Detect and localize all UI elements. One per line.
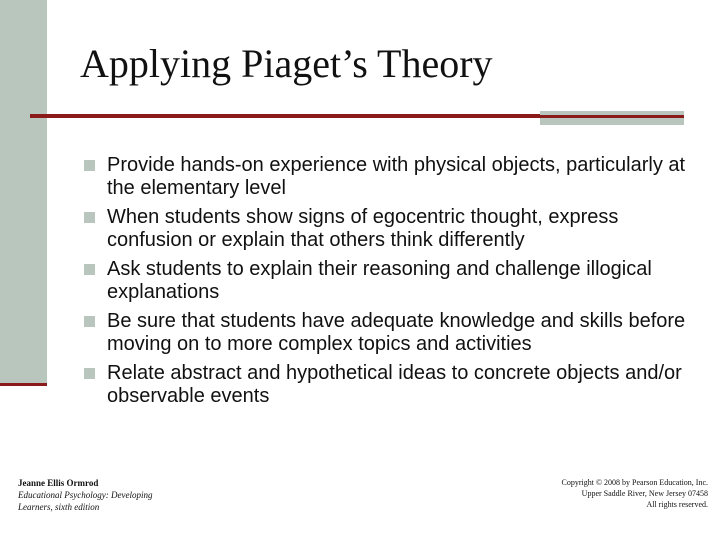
- bullet-text: Be sure that students have adequate knowledge and skills before moving on to more complex topics and activities: [107, 310, 686, 355]
- bullet-item: [84, 154, 694, 200]
- footer-book-edition: Learners, sixth edition: [18, 502, 100, 512]
- left-accent-rule: [0, 383, 47, 386]
- footer-citation: [18, 477, 218, 513]
- square-bullet-icon: [84, 316, 95, 327]
- square-bullet-icon: [84, 264, 95, 275]
- bullet-text: Provide hands-on experience with physical objects, particularly at the elementary level: [107, 154, 686, 199]
- title-divider-accent-rule: [540, 115, 684, 118]
- square-bullet-icon: [84, 368, 95, 379]
- bullet-list: [84, 154, 694, 414]
- bullet-text: Ask students to explain their reasoning and challenge illogical explanations: [107, 258, 652, 303]
- bullet-item: [84, 310, 694, 356]
- bullet-item: [84, 206, 694, 252]
- bullet-item: [84, 258, 694, 304]
- title-divider-accent: [540, 111, 684, 125]
- bullet-text: When students show signs of egocentric thought, express confusion or explain that others think differently: [107, 206, 619, 251]
- slide-title: Applying Piaget’s Theory: [80, 41, 493, 86]
- square-bullet-icon: [84, 160, 95, 171]
- footer-book-title: Educational Psychology: Developing: [18, 490, 153, 500]
- copyright-address: Upper Saddle River, New Jersey 07458: [581, 489, 708, 498]
- bullet-text: Relate abstract and hypothetical ideas to concrete objects and/or observable events: [107, 362, 682, 407]
- copyright-rights: All rights reserved.: [646, 500, 708, 509]
- footer-author: Jeanne Ellis Ormrod: [18, 478, 99, 488]
- copyright-line: Copyright © 2008 by Pearson Education, Inc.: [561, 478, 708, 487]
- left-accent-bar: [0, 0, 47, 385]
- square-bullet-icon: [84, 212, 95, 223]
- bullet-item: [84, 362, 694, 408]
- footer-copyright: [458, 477, 708, 510]
